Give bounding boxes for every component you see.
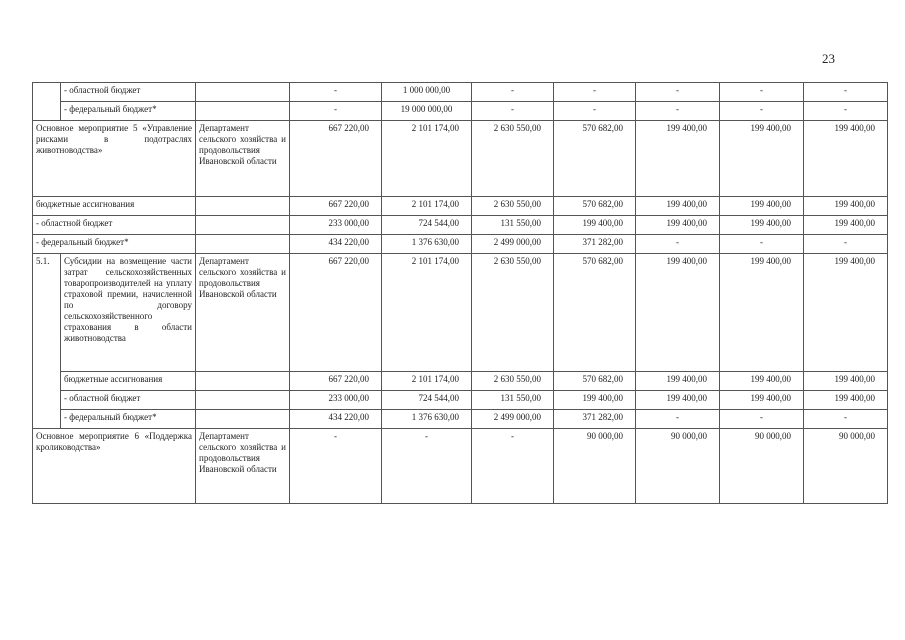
value-cell: 199 400,00 <box>636 254 720 372</box>
value-cell: - <box>472 102 554 121</box>
value-cell: 199 400,00 <box>554 391 636 410</box>
value-cell: 19 000 000,00 <box>382 102 472 121</box>
table-row <box>33 197 888 216</box>
value-cell: 199 400,00 <box>804 372 888 391</box>
value-cell: 724 544,00 <box>382 216 472 235</box>
table-row <box>33 429 888 504</box>
value-cell: 667 220,00 <box>290 121 382 197</box>
value-cell: 667 220,00 <box>290 197 382 216</box>
value-cell: 199 400,00 <box>720 254 804 372</box>
value-cell: - <box>804 102 888 121</box>
executor-cell <box>196 197 290 216</box>
value-cell: 434 220,00 <box>290 410 382 429</box>
table-row <box>33 121 888 197</box>
value-cell: - <box>804 83 888 102</box>
value-cell: 199 400,00 <box>636 121 720 197</box>
value-cell: 90 000,00 <box>636 429 720 504</box>
table-row <box>33 235 888 254</box>
value-cell: 667 220,00 <box>290 372 382 391</box>
value-cell: 2 630 550,00 <box>472 121 554 197</box>
table-row <box>33 410 888 429</box>
item-label: Субсидии на возмещение части затрат сельскохозяйственных товаропроизводителей на уплату страховой премии, начисленной по договору сельскохозяйственного страхования в области животноводства <box>61 254 196 372</box>
value-cell: - <box>554 83 636 102</box>
row-label: - федеральный бюджет* <box>61 410 196 429</box>
value-cell: - <box>636 235 720 254</box>
value-cell: 199 400,00 <box>720 391 804 410</box>
main-activity-label: Основное мероприятие 5 «Управление рисками в подотраслях животноводства» <box>33 121 196 197</box>
value-cell: 199 400,00 <box>636 391 720 410</box>
value-cell: 1 376 630,00 <box>382 235 472 254</box>
value-cell: 434 220,00 <box>290 235 382 254</box>
value-cell: 199 400,00 <box>720 121 804 197</box>
value-cell: 2 499 000,00 <box>472 235 554 254</box>
value-cell: 2 101 174,00 <box>382 372 472 391</box>
row-label: бюджетные ассигнования <box>61 372 196 391</box>
value-cell: - <box>554 102 636 121</box>
value-cell: - <box>290 429 382 504</box>
row-label: - федеральный бюджет* <box>33 235 196 254</box>
row-label: бюджетные ассигнования <box>33 197 196 216</box>
value-cell: 1 376 630,00 <box>382 410 472 429</box>
executor-cell <box>196 235 290 254</box>
value-cell: 90 000,00 <box>554 429 636 504</box>
value-cell: 199 400,00 <box>636 216 720 235</box>
table-row <box>33 83 888 102</box>
executor-cell: Департамент сельского хозяйства и продовольствия Ивановской области <box>196 254 290 372</box>
value-cell: 131 550,00 <box>472 216 554 235</box>
value-cell: 199 400,00 <box>804 121 888 197</box>
executor-cell <box>196 83 290 102</box>
value-cell: 199 400,00 <box>720 372 804 391</box>
value-cell: - <box>382 429 472 504</box>
value-cell: 90 000,00 <box>804 429 888 504</box>
value-cell: 199 400,00 <box>636 372 720 391</box>
value-cell: 724 544,00 <box>382 391 472 410</box>
value-cell: 570 682,00 <box>554 372 636 391</box>
executor-cell <box>196 102 290 121</box>
value-cell: - <box>720 410 804 429</box>
value-cell: - <box>720 83 804 102</box>
row-label: - областной бюджет <box>61 83 196 102</box>
value-cell: 371 282,00 <box>554 235 636 254</box>
value-cell: 2 630 550,00 <box>472 197 554 216</box>
budget-table <box>32 82 888 504</box>
value-cell: 570 682,00 <box>554 197 636 216</box>
value-cell: 199 400,00 <box>636 197 720 216</box>
value-cell: - <box>720 102 804 121</box>
value-cell: - <box>636 410 720 429</box>
value-cell: 2 101 174,00 <box>382 197 472 216</box>
value-cell: - <box>804 410 888 429</box>
value-cell: 1 000 000,00 <box>382 83 472 102</box>
value-cell: 199 400,00 <box>804 254 888 372</box>
main-activity-label: Основное мероприятие 6 «Поддержка кролиководства» <box>33 429 196 504</box>
value-cell: 2 101 174,00 <box>382 121 472 197</box>
executor-cell <box>196 372 290 391</box>
value-cell: - <box>290 102 382 121</box>
value-cell: 199 400,00 <box>804 216 888 235</box>
executor-cell: Департамент сельского хозяйства и продовольствия Ивановской области <box>196 121 290 197</box>
executor-cell <box>196 410 290 429</box>
value-cell: 570 682,00 <box>554 254 636 372</box>
table-row <box>33 102 888 121</box>
executor-cell <box>196 391 290 410</box>
value-cell: - <box>290 83 382 102</box>
value-cell: 2 630 550,00 <box>472 254 554 372</box>
value-cell: 199 400,00 <box>804 391 888 410</box>
value-cell: 667 220,00 <box>290 254 382 372</box>
value-cell: 131 550,00 <box>472 391 554 410</box>
value-cell: 199 400,00 <box>554 216 636 235</box>
value-cell: 2 101 174,00 <box>382 254 472 372</box>
table-row <box>33 391 888 410</box>
budget-table-body <box>33 83 888 504</box>
value-cell: 233 000,00 <box>290 391 382 410</box>
value-cell: - <box>472 429 554 504</box>
table-row <box>33 254 888 372</box>
value-cell: - <box>804 235 888 254</box>
row-label: - федеральный бюджет* <box>61 102 196 121</box>
value-cell: - <box>472 83 554 102</box>
table-row <box>33 372 888 391</box>
row-label: - областной бюджет <box>61 391 196 410</box>
executor-cell: Департамент сельского хозяйства и продовольствия Ивановской области <box>196 429 290 504</box>
value-cell: 2 499 000,00 <box>472 410 554 429</box>
executor-cell <box>196 216 290 235</box>
table-row <box>33 216 888 235</box>
item-number: 5.1. <box>33 254 61 429</box>
value-cell: 199 400,00 <box>804 197 888 216</box>
value-cell: 570 682,00 <box>554 121 636 197</box>
value-cell: 199 400,00 <box>720 197 804 216</box>
value-cell: 233 000,00 <box>290 216 382 235</box>
row-label: - областной бюджет <box>33 216 196 235</box>
page-number: 23 <box>822 51 835 66</box>
value-cell: 90 000,00 <box>720 429 804 504</box>
value-cell: 2 630 550,00 <box>472 372 554 391</box>
value-cell: - <box>720 235 804 254</box>
value-cell: - <box>636 102 720 121</box>
value-cell: 371 282,00 <box>554 410 636 429</box>
number-cell <box>33 83 61 121</box>
value-cell: - <box>636 83 720 102</box>
value-cell: 199 400,00 <box>720 216 804 235</box>
